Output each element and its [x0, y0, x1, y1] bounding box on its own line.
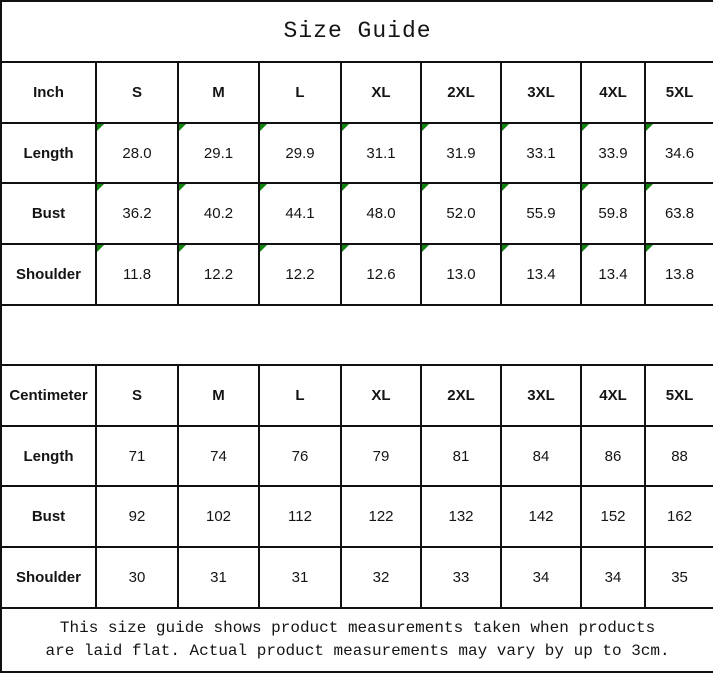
measurement-cell: [421, 183, 501, 244]
corner-triangle-icon: [502, 124, 509, 131]
row-label-bust-inch: Bust: [1, 183, 96, 244]
measurement-cell: [96, 547, 178, 608]
row-label-length-inch: Length: [1, 123, 96, 184]
measurement-value: 44.1: [285, 205, 315, 223]
measurement-value: 12.2: [203, 266, 234, 284]
table-row: [1, 244, 713, 305]
row-label-bust-cm: Bust: [1, 486, 96, 547]
measurement-value: 12.2: [285, 266, 315, 284]
measurement-cell: [341, 183, 421, 244]
measurement-cell: [178, 123, 259, 184]
measurement-cell: [581, 486, 645, 547]
corner-triangle-icon: [422, 184, 429, 191]
measurement-value: 36.2: [122, 205, 152, 223]
size-header-3xl: 3XL: [501, 365, 581, 426]
measurement-value: 48.0: [366, 205, 396, 223]
measurement-value: 86: [604, 447, 622, 465]
measurement-cell: [645, 426, 713, 487]
measurement-value: 34: [604, 569, 622, 587]
corner-triangle-icon: [502, 184, 509, 191]
corner-triangle-icon: [502, 245, 509, 252]
measurement-value: 33.9: [598, 144, 628, 162]
measurement-cell: [96, 183, 178, 244]
footer-note-line1: This size guide shows product measurements taken when products: [59, 618, 656, 637]
measurement-cell: [645, 123, 713, 184]
size-header-m: M: [178, 62, 259, 123]
measurement-value: 79: [372, 447, 390, 465]
measurement-cell: [96, 486, 178, 547]
inch-header-row: [1, 62, 713, 123]
corner-triangle-icon: [422, 245, 429, 252]
corner-triangle-icon: [97, 245, 104, 252]
measurement-value: 30: [128, 569, 146, 587]
corner-triangle-icon: [342, 245, 349, 252]
corner-triangle-icon: [646, 184, 653, 191]
measurement-value: 122: [368, 508, 394, 526]
measurement-cell: [259, 486, 341, 547]
measurement-value: 31.9: [446, 144, 476, 162]
measurement-cell: [645, 183, 713, 244]
title-row: [1, 1, 713, 62]
measurement-value: 12.6: [366, 266, 396, 284]
measurement-value: 84: [532, 447, 550, 465]
measurement-value: 31: [291, 569, 309, 587]
measurement-cell: [96, 426, 178, 487]
measurement-cell: [581, 244, 645, 305]
size-header-4xl: 4XL: [581, 62, 645, 123]
measurement-value: 31.1: [366, 144, 396, 162]
size-header-l: L: [259, 62, 341, 123]
measurement-value: 34.6: [664, 144, 695, 162]
size-header-xl: XL: [341, 365, 421, 426]
measurement-value: 40.2: [203, 205, 234, 223]
size-header-5xl: 5XL: [645, 62, 713, 123]
table-row: [1, 183, 713, 244]
measurement-cell: [178, 426, 259, 487]
corner-triangle-icon: [582, 245, 589, 252]
size-header-5xl: 5XL: [645, 365, 713, 426]
footer-row: [1, 608, 713, 672]
size-header-s: S: [96, 365, 178, 426]
measurement-cell: [501, 547, 581, 608]
size-header-2xl: 2XL: [421, 365, 501, 426]
measurement-cell: [259, 426, 341, 487]
measurement-value: 13.8: [664, 266, 695, 284]
spacer-cell: [1, 305, 713, 365]
corner-triangle-icon: [260, 245, 267, 252]
measurement-value: 71: [128, 447, 146, 465]
measurement-cell: [341, 486, 421, 547]
measurement-cell: [259, 183, 341, 244]
measurement-value: 55.9: [526, 205, 556, 223]
measurement-value: 11.8: [122, 266, 152, 284]
corner-triangle-icon: [646, 124, 653, 131]
measurement-value: 29.9: [285, 144, 315, 162]
corner-triangle-icon: [97, 124, 104, 131]
measurement-value: 142: [528, 508, 554, 526]
corner-triangle-icon: [342, 124, 349, 131]
measurement-cell: [581, 183, 645, 244]
table-row: [1, 123, 713, 184]
measurement-value: 35: [671, 569, 688, 587]
measurement-cell: [645, 486, 713, 547]
measurement-cell: [501, 426, 581, 487]
measurement-value: 31: [210, 569, 227, 587]
measurement-cell: [501, 244, 581, 305]
measurement-cell: [259, 123, 341, 184]
row-label-shoulder-inch: Shoulder: [1, 244, 96, 305]
size-header-m: M: [178, 365, 259, 426]
measurement-value: 34: [532, 569, 550, 587]
measurement-value: 132: [448, 508, 474, 526]
measurement-cell: [421, 244, 501, 305]
measurement-cell: [501, 486, 581, 547]
measurement-value: 76: [291, 447, 309, 465]
footer-note-line2: are laid flat. Actual product measurements may vary by up to 3cm.: [45, 642, 670, 661]
measurement-value: 13.0: [446, 266, 476, 284]
table-row: [1, 547, 713, 608]
measurement-cell: [178, 486, 259, 547]
size-header-s: S: [96, 62, 178, 123]
measurement-cell: [501, 183, 581, 244]
measurement-cell: [581, 123, 645, 184]
measurement-value: 74: [210, 447, 227, 465]
measurement-value: 13.4: [598, 266, 628, 284]
corner-triangle-icon: [260, 124, 267, 131]
measurement-value: 52.0: [446, 205, 476, 223]
measurement-cell: [421, 486, 501, 547]
table-row: [1, 486, 713, 547]
measurement-cell: [341, 123, 421, 184]
corner-triangle-icon: [582, 124, 589, 131]
corner-triangle-icon: [179, 184, 186, 191]
measurement-cell: [341, 244, 421, 305]
measurement-cell: [421, 547, 501, 608]
measurement-cell: [581, 426, 645, 487]
measurement-value: 81: [452, 447, 470, 465]
corner-triangle-icon: [582, 184, 589, 191]
row-label-shoulder-cm: Shoulder: [1, 547, 96, 608]
size-header-l: L: [259, 365, 341, 426]
footer-note: [1, 608, 713, 672]
measurement-cell: [259, 244, 341, 305]
measurement-value: 13.4: [526, 266, 556, 284]
measurement-value: 33.1: [526, 144, 556, 162]
table-row: [1, 426, 713, 487]
measurement-value: 102: [205, 508, 232, 526]
measurement-cell: [178, 183, 259, 244]
corner-triangle-icon: [260, 184, 267, 191]
measurement-cell: [581, 547, 645, 608]
measurement-value: 152: [600, 508, 626, 526]
corner-triangle-icon: [342, 184, 349, 191]
measurement-cell: [96, 244, 178, 305]
page-title: Size Guide: [1, 1, 713, 62]
measurement-value: 92: [128, 508, 146, 526]
measurement-cell: [501, 123, 581, 184]
corner-triangle-icon: [179, 245, 186, 252]
measurement-cell: [178, 244, 259, 305]
row-label-length-cm: Length: [1, 426, 96, 487]
measurement-cell: [259, 547, 341, 608]
measurement-value: 88: [671, 447, 688, 465]
cm-header-row: [1, 365, 713, 426]
measurement-cell: [341, 426, 421, 487]
corner-triangle-icon: [179, 124, 186, 131]
measurement-value: 63.8: [664, 205, 695, 223]
measurement-value: 28.0: [122, 144, 152, 162]
measurement-cell: [341, 547, 421, 608]
measurement-cell: [178, 547, 259, 608]
corner-triangle-icon: [97, 184, 104, 191]
measurement-value: 162: [667, 508, 693, 526]
unit-header-inch: Inch: [1, 62, 96, 123]
size-header-3xl: 3XL: [501, 62, 581, 123]
measurement-cell: [645, 547, 713, 608]
spacer-row: [1, 305, 713, 365]
size-header-4xl: 4XL: [581, 365, 645, 426]
measurement-cell: [645, 244, 713, 305]
unit-header-centimeter: Centimeter: [1, 365, 96, 426]
measurement-value: 32: [372, 569, 390, 587]
corner-triangle-icon: [646, 245, 653, 252]
measurement-cell: [421, 123, 501, 184]
measurement-value: 59.8: [598, 205, 628, 223]
measurement-value: 112: [288, 508, 312, 526]
corner-triangle-icon: [422, 124, 429, 131]
size-header-xl: XL: [341, 62, 421, 123]
size-header-2xl: 2XL: [421, 62, 501, 123]
measurement-cell: [421, 426, 501, 487]
measurement-cell: [96, 123, 178, 184]
measurement-value: 29.1: [203, 144, 234, 162]
measurement-value: 33: [452, 569, 470, 587]
